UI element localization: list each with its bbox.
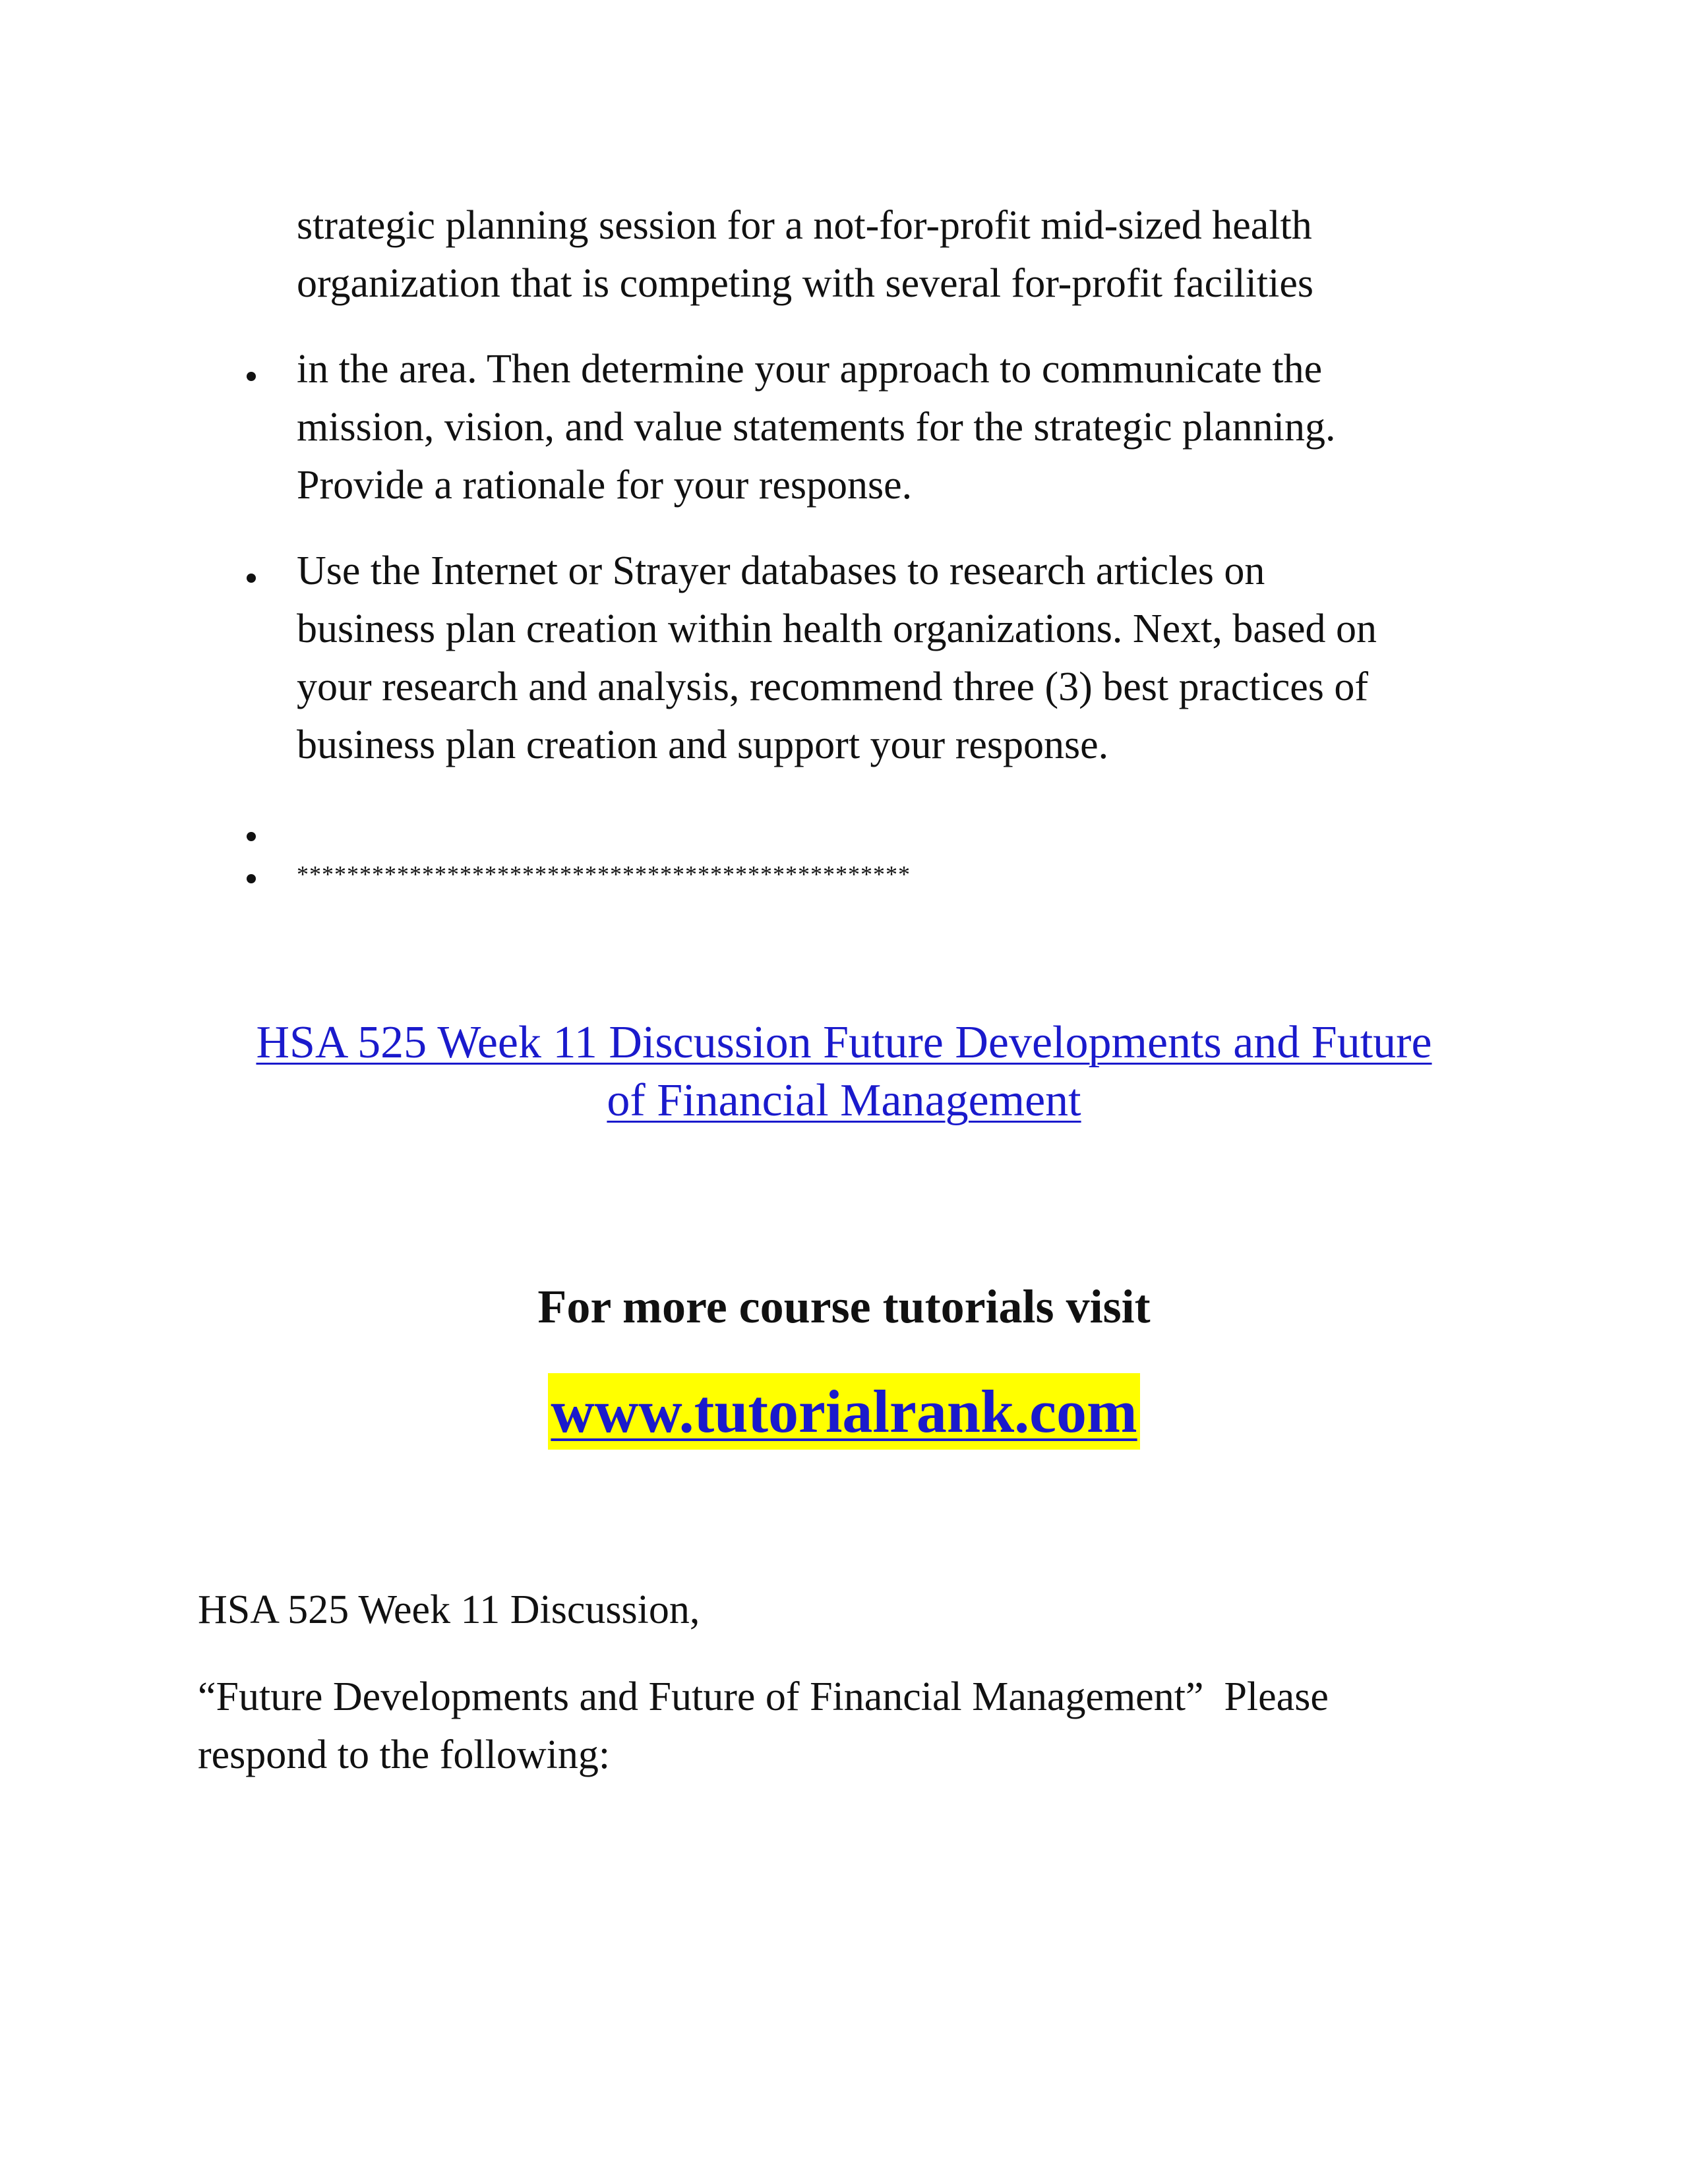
continued-line-1: strategic planning session for a not-for-profit mid-sized health bbox=[297, 203, 1312, 248]
separator-asterisks: ************************************************* bbox=[297, 861, 911, 887]
promo-text: For more course tutorials visit bbox=[537, 1280, 1151, 1333]
bullet-line: business plan creation within health organizations. Next, based on bbox=[297, 606, 1377, 651]
bullet-line: in the area. Then determine your approach to communicate the bbox=[297, 347, 1323, 392]
bullet-dot-icon bbox=[247, 874, 256, 883]
discussion-title-link[interactable] bbox=[198, 1014, 1490, 1130]
link-title-line-1[interactable]: HSA 525 Week 11 Discussion Future Developments and Future bbox=[256, 1017, 1432, 1068]
bullet-item-approach bbox=[297, 340, 1550, 514]
discussion-prompt bbox=[198, 1668, 1517, 1784]
bullet-line: your research and analysis, recommend three (3) best practices of bbox=[297, 664, 1369, 709]
site-link-wrapper bbox=[0, 1373, 1688, 1450]
continued-line-2: organization that is competing with several for-profit facilities bbox=[297, 261, 1313, 306]
tutorialrank-link[interactable]: www.tutorialrank.com bbox=[548, 1373, 1139, 1450]
bullet-dot-icon bbox=[247, 372, 256, 381]
link-title-line-2[interactable]: of Financial Management bbox=[607, 1075, 1081, 1126]
bullet-line: business plan creation and support your response. bbox=[297, 723, 1109, 767]
prompt-line-1: “Future Developments and Future of Financial Management” Please bbox=[198, 1674, 1329, 1719]
prompt-line-2: respond to the following: bbox=[198, 1732, 611, 1777]
bullet-line: Provide a rationale for your response. bbox=[297, 463, 913, 508]
bullet-item-research bbox=[297, 542, 1550, 774]
bullet-dot-icon bbox=[247, 832, 256, 841]
discussion-heading: HSA 525 Week 11 Discussion, bbox=[198, 1587, 700, 1632]
bullet-line: Use the Internet or Strayer databases to research articles on bbox=[297, 548, 1265, 593]
bullet-dot-icon bbox=[247, 574, 256, 583]
bullet-line: mission, vision, and value statements for the strategic planning. bbox=[297, 405, 1336, 450]
continued-paragraph bbox=[297, 196, 1550, 312]
